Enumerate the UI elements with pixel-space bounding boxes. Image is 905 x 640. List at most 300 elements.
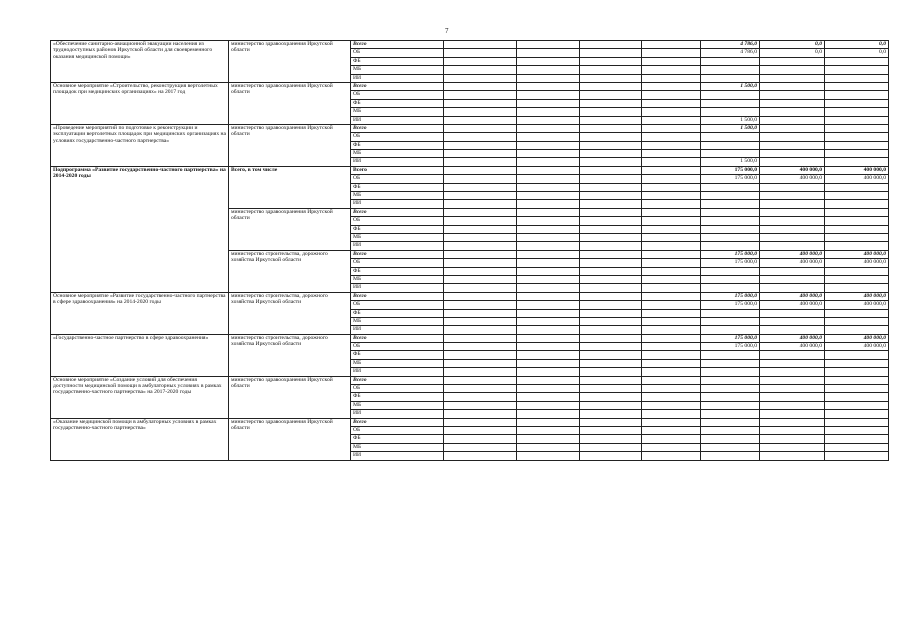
- activity-description: «Обеспечение санитарно-авиационной эвакуации населения из труднодоступных районов Иркутской области для своевременного оказания медицинской помощи»: [51, 41, 229, 83]
- amount-cell: [580, 217, 642, 225]
- funding-source: МБ: [351, 359, 444, 367]
- amount-cell: [701, 150, 760, 158]
- amount-cell: [701, 317, 760, 325]
- funding-source: Всего: [351, 376, 444, 384]
- amount-cell: [517, 301, 580, 309]
- amount-cell: [580, 376, 642, 384]
- amount-cell: [580, 41, 642, 49]
- amount-cell: [642, 116, 701, 124]
- amount-cell: [701, 426, 760, 434]
- funding-source: Всего: [351, 418, 444, 426]
- responsible-executor: министерство строительства, дорожного хозяйства Иркутской области: [229, 334, 351, 376]
- funding-source: ИИ: [351, 200, 444, 208]
- funding-source: ИИ: [351, 410, 444, 418]
- amount-cell: [580, 309, 642, 317]
- amount-cell: [444, 82, 517, 90]
- amount-cell: [642, 259, 701, 267]
- funding-source: Всего: [351, 208, 444, 216]
- amount-cell: [580, 435, 642, 443]
- amount-cell: [825, 317, 889, 325]
- amount-cell: [642, 82, 701, 90]
- amount-cell: [517, 393, 580, 401]
- amount-cell: [444, 275, 517, 283]
- amount-cell: [825, 183, 889, 191]
- amount-cell: [517, 99, 580, 107]
- page-number: 7: [445, 27, 449, 35]
- amount-cell: [760, 141, 825, 149]
- amount-cell: 400 000,0: [760, 292, 825, 300]
- amount-cell: [580, 108, 642, 116]
- funding-source: МБ: [351, 401, 444, 409]
- responsible-executor: министерство здравоохранения Иркутской области: [229, 124, 351, 166]
- amount-cell: 0,0: [825, 41, 889, 49]
- amount-cell: [760, 317, 825, 325]
- amount-cell: [760, 82, 825, 90]
- amount-cell: [701, 443, 760, 451]
- amount-cell: [580, 267, 642, 275]
- funding-source: МБ: [351, 66, 444, 74]
- amount-cell: [701, 435, 760, 443]
- amount-cell: [517, 158, 580, 166]
- activity-description: «Оказание медицинской помощи в амбулаторных условиях в рамках государственно-частного партнерства»: [51, 418, 229, 460]
- amount-cell: [701, 99, 760, 107]
- table-row: [51, 41, 889, 49]
- amount-cell: 175 000,0: [701, 343, 760, 351]
- amount-cell: [517, 208, 580, 216]
- amount-cell: [517, 426, 580, 434]
- responsible-executor: министерство здравоохранения Иркутской области: [229, 41, 351, 83]
- funding-source: МБ: [351, 275, 444, 283]
- amount-cell: [642, 217, 701, 225]
- amount-cell: [642, 385, 701, 393]
- amount-cell: [444, 49, 517, 57]
- amount-cell: 175 000,0: [701, 250, 760, 258]
- amount-cell: [825, 74, 889, 82]
- amount-cell: [444, 99, 517, 107]
- amount-cell: [517, 326, 580, 334]
- amount-cell: [580, 368, 642, 376]
- amount-cell: [517, 225, 580, 233]
- amount-cell: [825, 91, 889, 99]
- amount-cell: [642, 108, 701, 116]
- amount-cell: 4 786,0: [701, 49, 760, 57]
- amount-cell: [517, 376, 580, 384]
- amount-cell: [825, 57, 889, 65]
- amount-cell: [760, 192, 825, 200]
- funding-source: Всего: [351, 41, 444, 49]
- amount-cell: [444, 66, 517, 74]
- amount-cell: 400 000,0: [825, 343, 889, 351]
- amount-cell: [444, 317, 517, 325]
- amount-cell: 400 000,0: [760, 166, 825, 174]
- funding-source: ИИ: [351, 116, 444, 124]
- amount-cell: [701, 74, 760, 82]
- amount-cell: [760, 150, 825, 158]
- amount-cell: [517, 292, 580, 300]
- amount-cell: [580, 242, 642, 250]
- amount-cell: [701, 200, 760, 208]
- amount-cell: [580, 259, 642, 267]
- amount-cell: [701, 284, 760, 292]
- amount-cell: [825, 393, 889, 401]
- amount-cell: [444, 284, 517, 292]
- funding-source: ФБ: [351, 393, 444, 401]
- funding-source: ФБ: [351, 141, 444, 149]
- amount-cell: [580, 141, 642, 149]
- amount-cell: [642, 99, 701, 107]
- amount-cell: [701, 326, 760, 334]
- table-row: [51, 82, 889, 90]
- amount-cell: [580, 334, 642, 342]
- amount-cell: [517, 141, 580, 149]
- funding-source: ФБ: [351, 435, 444, 443]
- amount-cell: [825, 242, 889, 250]
- amount-cell: [517, 452, 580, 460]
- amount-cell: [642, 57, 701, 65]
- funding-source: ФБ: [351, 57, 444, 65]
- amount-cell: [444, 225, 517, 233]
- amount-cell: [642, 158, 701, 166]
- amount-cell: 400 000,0: [760, 343, 825, 351]
- amount-cell: [517, 368, 580, 376]
- amount-cell: [517, 166, 580, 174]
- amount-cell: 400 000,0: [825, 292, 889, 300]
- amount-cell: [642, 301, 701, 309]
- amount-cell: 175 000,0: [701, 292, 760, 300]
- amount-cell: [580, 359, 642, 367]
- amount-cell: [580, 66, 642, 74]
- amount-cell: [760, 208, 825, 216]
- amount-cell: [517, 309, 580, 317]
- funding-table: [50, 40, 889, 461]
- funding-source: ИИ: [351, 452, 444, 460]
- amount-cell: [444, 192, 517, 200]
- amount-cell: [444, 259, 517, 267]
- amount-cell: [701, 242, 760, 250]
- amount-cell: [444, 124, 517, 132]
- amount-cell: 400 000,0: [825, 175, 889, 183]
- funding-source: ИИ: [351, 242, 444, 250]
- amount-cell: [701, 351, 760, 359]
- amount-cell: 400 000,0: [760, 250, 825, 258]
- amount-cell: [642, 452, 701, 460]
- amount-cell: [517, 250, 580, 258]
- amount-cell: [517, 66, 580, 74]
- amount-cell: [517, 435, 580, 443]
- amount-cell: [642, 233, 701, 241]
- amount-cell: [444, 91, 517, 99]
- amount-cell: [701, 452, 760, 460]
- amount-cell: [701, 401, 760, 409]
- amount-cell: [444, 74, 517, 82]
- amount-cell: [760, 233, 825, 241]
- amount-cell: [517, 82, 580, 90]
- amount-cell: [444, 443, 517, 451]
- amount-cell: [580, 401, 642, 409]
- amount-cell: [760, 443, 825, 451]
- amount-cell: [580, 166, 642, 174]
- amount-cell: [580, 301, 642, 309]
- amount-cell: [517, 317, 580, 325]
- amount-cell: [444, 41, 517, 49]
- amount-cell: [580, 133, 642, 141]
- amount-cell: [517, 57, 580, 65]
- funding-source: Всего: [351, 82, 444, 90]
- amount-cell: 175 000,0: [701, 175, 760, 183]
- table-row: [51, 292, 889, 300]
- amount-cell: [580, 91, 642, 99]
- amount-cell: [701, 267, 760, 275]
- funding-table-body: [51, 41, 889, 461]
- amount-cell: [760, 351, 825, 359]
- amount-cell: 0,0: [760, 49, 825, 57]
- amount-cell: [825, 452, 889, 460]
- amount-cell: [517, 359, 580, 367]
- amount-cell: [760, 217, 825, 225]
- amount-cell: [825, 435, 889, 443]
- amount-cell: [580, 82, 642, 90]
- amount-cell: [760, 200, 825, 208]
- amount-cell: [701, 275, 760, 283]
- funding-source: Всего: [351, 166, 444, 174]
- amount-cell: [642, 326, 701, 334]
- amount-cell: [760, 410, 825, 418]
- table-row: [51, 334, 889, 342]
- amount-cell: [517, 200, 580, 208]
- amount-cell: [825, 124, 889, 132]
- amount-cell: [825, 200, 889, 208]
- amount-cell: [701, 141, 760, 149]
- amount-cell: [517, 150, 580, 158]
- amount-cell: [642, 150, 701, 158]
- amount-cell: [517, 233, 580, 241]
- amount-cell: [444, 351, 517, 359]
- amount-cell: [701, 309, 760, 317]
- funding-source: ФБ: [351, 225, 444, 233]
- amount-cell: [580, 385, 642, 393]
- amount-cell: [517, 217, 580, 225]
- funding-source: ИИ: [351, 74, 444, 82]
- amount-cell: [580, 74, 642, 82]
- amount-cell: [701, 108, 760, 116]
- amount-cell: [444, 401, 517, 409]
- amount-cell: [517, 183, 580, 191]
- amount-cell: [580, 351, 642, 359]
- amount-cell: [825, 351, 889, 359]
- amount-cell: [760, 108, 825, 116]
- amount-cell: [825, 385, 889, 393]
- amount-cell: 0,0: [760, 41, 825, 49]
- table-row: [51, 166, 889, 174]
- amount-cell: [760, 267, 825, 275]
- amount-cell: [517, 41, 580, 49]
- amount-cell: [825, 284, 889, 292]
- amount-cell: [760, 359, 825, 367]
- amount-cell: 4 786,0: [701, 41, 760, 49]
- amount-cell: [444, 141, 517, 149]
- responsible-executor: министерство здравоохранения Иркутской области: [229, 376, 351, 418]
- amount-cell: [642, 292, 701, 300]
- amount-cell: [642, 141, 701, 149]
- amount-cell: [760, 74, 825, 82]
- amount-cell: [760, 376, 825, 384]
- amount-cell: [825, 275, 889, 283]
- amount-cell: [760, 242, 825, 250]
- activity-description: «Государственно-частное партнерство в сфере здравоохранения»: [51, 334, 229, 376]
- amount-cell: [444, 359, 517, 367]
- amount-cell: [444, 309, 517, 317]
- responsible-executor: министерство строительства, дорожного хозяйства Иркутской области: [229, 250, 351, 292]
- funding-source: МБ: [351, 150, 444, 158]
- amount-cell: [701, 418, 760, 426]
- amount-cell: [825, 133, 889, 141]
- amount-cell: [701, 66, 760, 74]
- amount-cell: [825, 376, 889, 384]
- amount-cell: [642, 66, 701, 74]
- amount-cell: [517, 443, 580, 451]
- amount-cell: [825, 267, 889, 275]
- funding-source: ИИ: [351, 326, 444, 334]
- amount-cell: [517, 410, 580, 418]
- amount-cell: [580, 443, 642, 451]
- funding-source: МБ: [351, 192, 444, 200]
- amount-cell: [444, 267, 517, 275]
- amount-cell: [517, 108, 580, 116]
- amount-cell: [701, 359, 760, 367]
- amount-cell: [760, 99, 825, 107]
- amount-cell: [642, 49, 701, 57]
- amount-cell: [760, 275, 825, 283]
- amount-cell: 400 000,0: [825, 301, 889, 309]
- amount-cell: [642, 250, 701, 258]
- amount-cell: [825, 309, 889, 317]
- amount-cell: [642, 426, 701, 434]
- amount-cell: [701, 133, 760, 141]
- amount-cell: [580, 393, 642, 401]
- amount-cell: [825, 426, 889, 434]
- amount-cell: [517, 192, 580, 200]
- amount-cell: [825, 116, 889, 124]
- amount-cell: [642, 376, 701, 384]
- amount-cell: [580, 183, 642, 191]
- activity-description: Основное мероприятие «Развитие государственно-частного партнерства в сфере здравоохранения» на 2014-2020 годы: [51, 292, 229, 334]
- amount-cell: 1 500,0: [701, 158, 760, 166]
- amount-cell: [760, 133, 825, 141]
- amount-cell: [760, 309, 825, 317]
- amount-cell: [517, 275, 580, 283]
- amount-cell: [642, 443, 701, 451]
- amount-cell: 400 000,0: [825, 259, 889, 267]
- amount-cell: [701, 410, 760, 418]
- amount-cell: [642, 393, 701, 401]
- amount-cell: [642, 166, 701, 174]
- amount-cell: [760, 225, 825, 233]
- amount-cell: [580, 200, 642, 208]
- responsible-executor: министерство строительства, дорожного хозяйства Иркутской области: [229, 292, 351, 334]
- amount-cell: [701, 217, 760, 225]
- amount-cell: [825, 66, 889, 74]
- amount-cell: [642, 359, 701, 367]
- amount-cell: [580, 343, 642, 351]
- amount-cell: [760, 418, 825, 426]
- amount-cell: [444, 326, 517, 334]
- amount-cell: [701, 57, 760, 65]
- amount-cell: [517, 49, 580, 57]
- funding-source: ИИ: [351, 158, 444, 166]
- amount-cell: [580, 250, 642, 258]
- amount-cell: [701, 233, 760, 241]
- amount-cell: [642, 368, 701, 376]
- amount-cell: [580, 158, 642, 166]
- amount-cell: [517, 385, 580, 393]
- funding-source: ОБ: [351, 343, 444, 351]
- amount-cell: 1 500,0: [701, 124, 760, 132]
- funding-source: Всего: [351, 292, 444, 300]
- amount-cell: 400 000,0: [825, 250, 889, 258]
- amount-cell: [825, 141, 889, 149]
- amount-cell: [444, 292, 517, 300]
- table-row: [51, 124, 889, 132]
- amount-cell: [580, 49, 642, 57]
- amount-cell: [517, 401, 580, 409]
- funding-source: ОБ: [351, 49, 444, 57]
- amount-cell: [642, 309, 701, 317]
- amount-cell: [760, 91, 825, 99]
- amount-cell: [701, 385, 760, 393]
- amount-cell: [642, 242, 701, 250]
- amount-cell: [760, 401, 825, 409]
- amount-cell: [642, 133, 701, 141]
- amount-cell: [444, 175, 517, 183]
- amount-cell: [642, 74, 701, 82]
- activity-description: Подпрограмма «Развитие государственно-частного партнерства» на 2014-2020 годы: [51, 166, 229, 292]
- amount-cell: [517, 175, 580, 183]
- amount-cell: [701, 368, 760, 376]
- funding-source: МБ: [351, 317, 444, 325]
- amount-cell: [580, 99, 642, 107]
- funding-source: ОБ: [351, 259, 444, 267]
- amount-cell: [760, 57, 825, 65]
- amount-cell: [760, 426, 825, 434]
- amount-cell: [701, 91, 760, 99]
- amount-cell: [760, 284, 825, 292]
- amount-cell: [517, 284, 580, 292]
- amount-cell: [444, 233, 517, 241]
- activity-description: Основное мероприятие «Строительство, реконструкция вертолетных площадок при медицинских организациях» на 2017 год: [51, 82, 229, 124]
- funding-source: Всего: [351, 334, 444, 342]
- amount-cell: [701, 225, 760, 233]
- amount-cell: [825, 150, 889, 158]
- amount-cell: [580, 225, 642, 233]
- amount-cell: [444, 208, 517, 216]
- amount-cell: [760, 368, 825, 376]
- responsible-executor: министерство здравоохранения Иркутской области: [229, 208, 351, 250]
- amount-cell: [444, 418, 517, 426]
- funding-source: Всего: [351, 250, 444, 258]
- amount-cell: [580, 418, 642, 426]
- amount-cell: [642, 410, 701, 418]
- funding-source: ФБ: [351, 183, 444, 191]
- amount-cell: [825, 158, 889, 166]
- amount-cell: [825, 233, 889, 241]
- amount-cell: [517, 116, 580, 124]
- funding-source: ОБ: [351, 91, 444, 99]
- amount-cell: 175 000,0: [701, 166, 760, 174]
- amount-cell: 400 000,0: [760, 259, 825, 267]
- funding-source: ФБ: [351, 351, 444, 359]
- funding-source: ОБ: [351, 426, 444, 434]
- amount-cell: 400 000,0: [760, 175, 825, 183]
